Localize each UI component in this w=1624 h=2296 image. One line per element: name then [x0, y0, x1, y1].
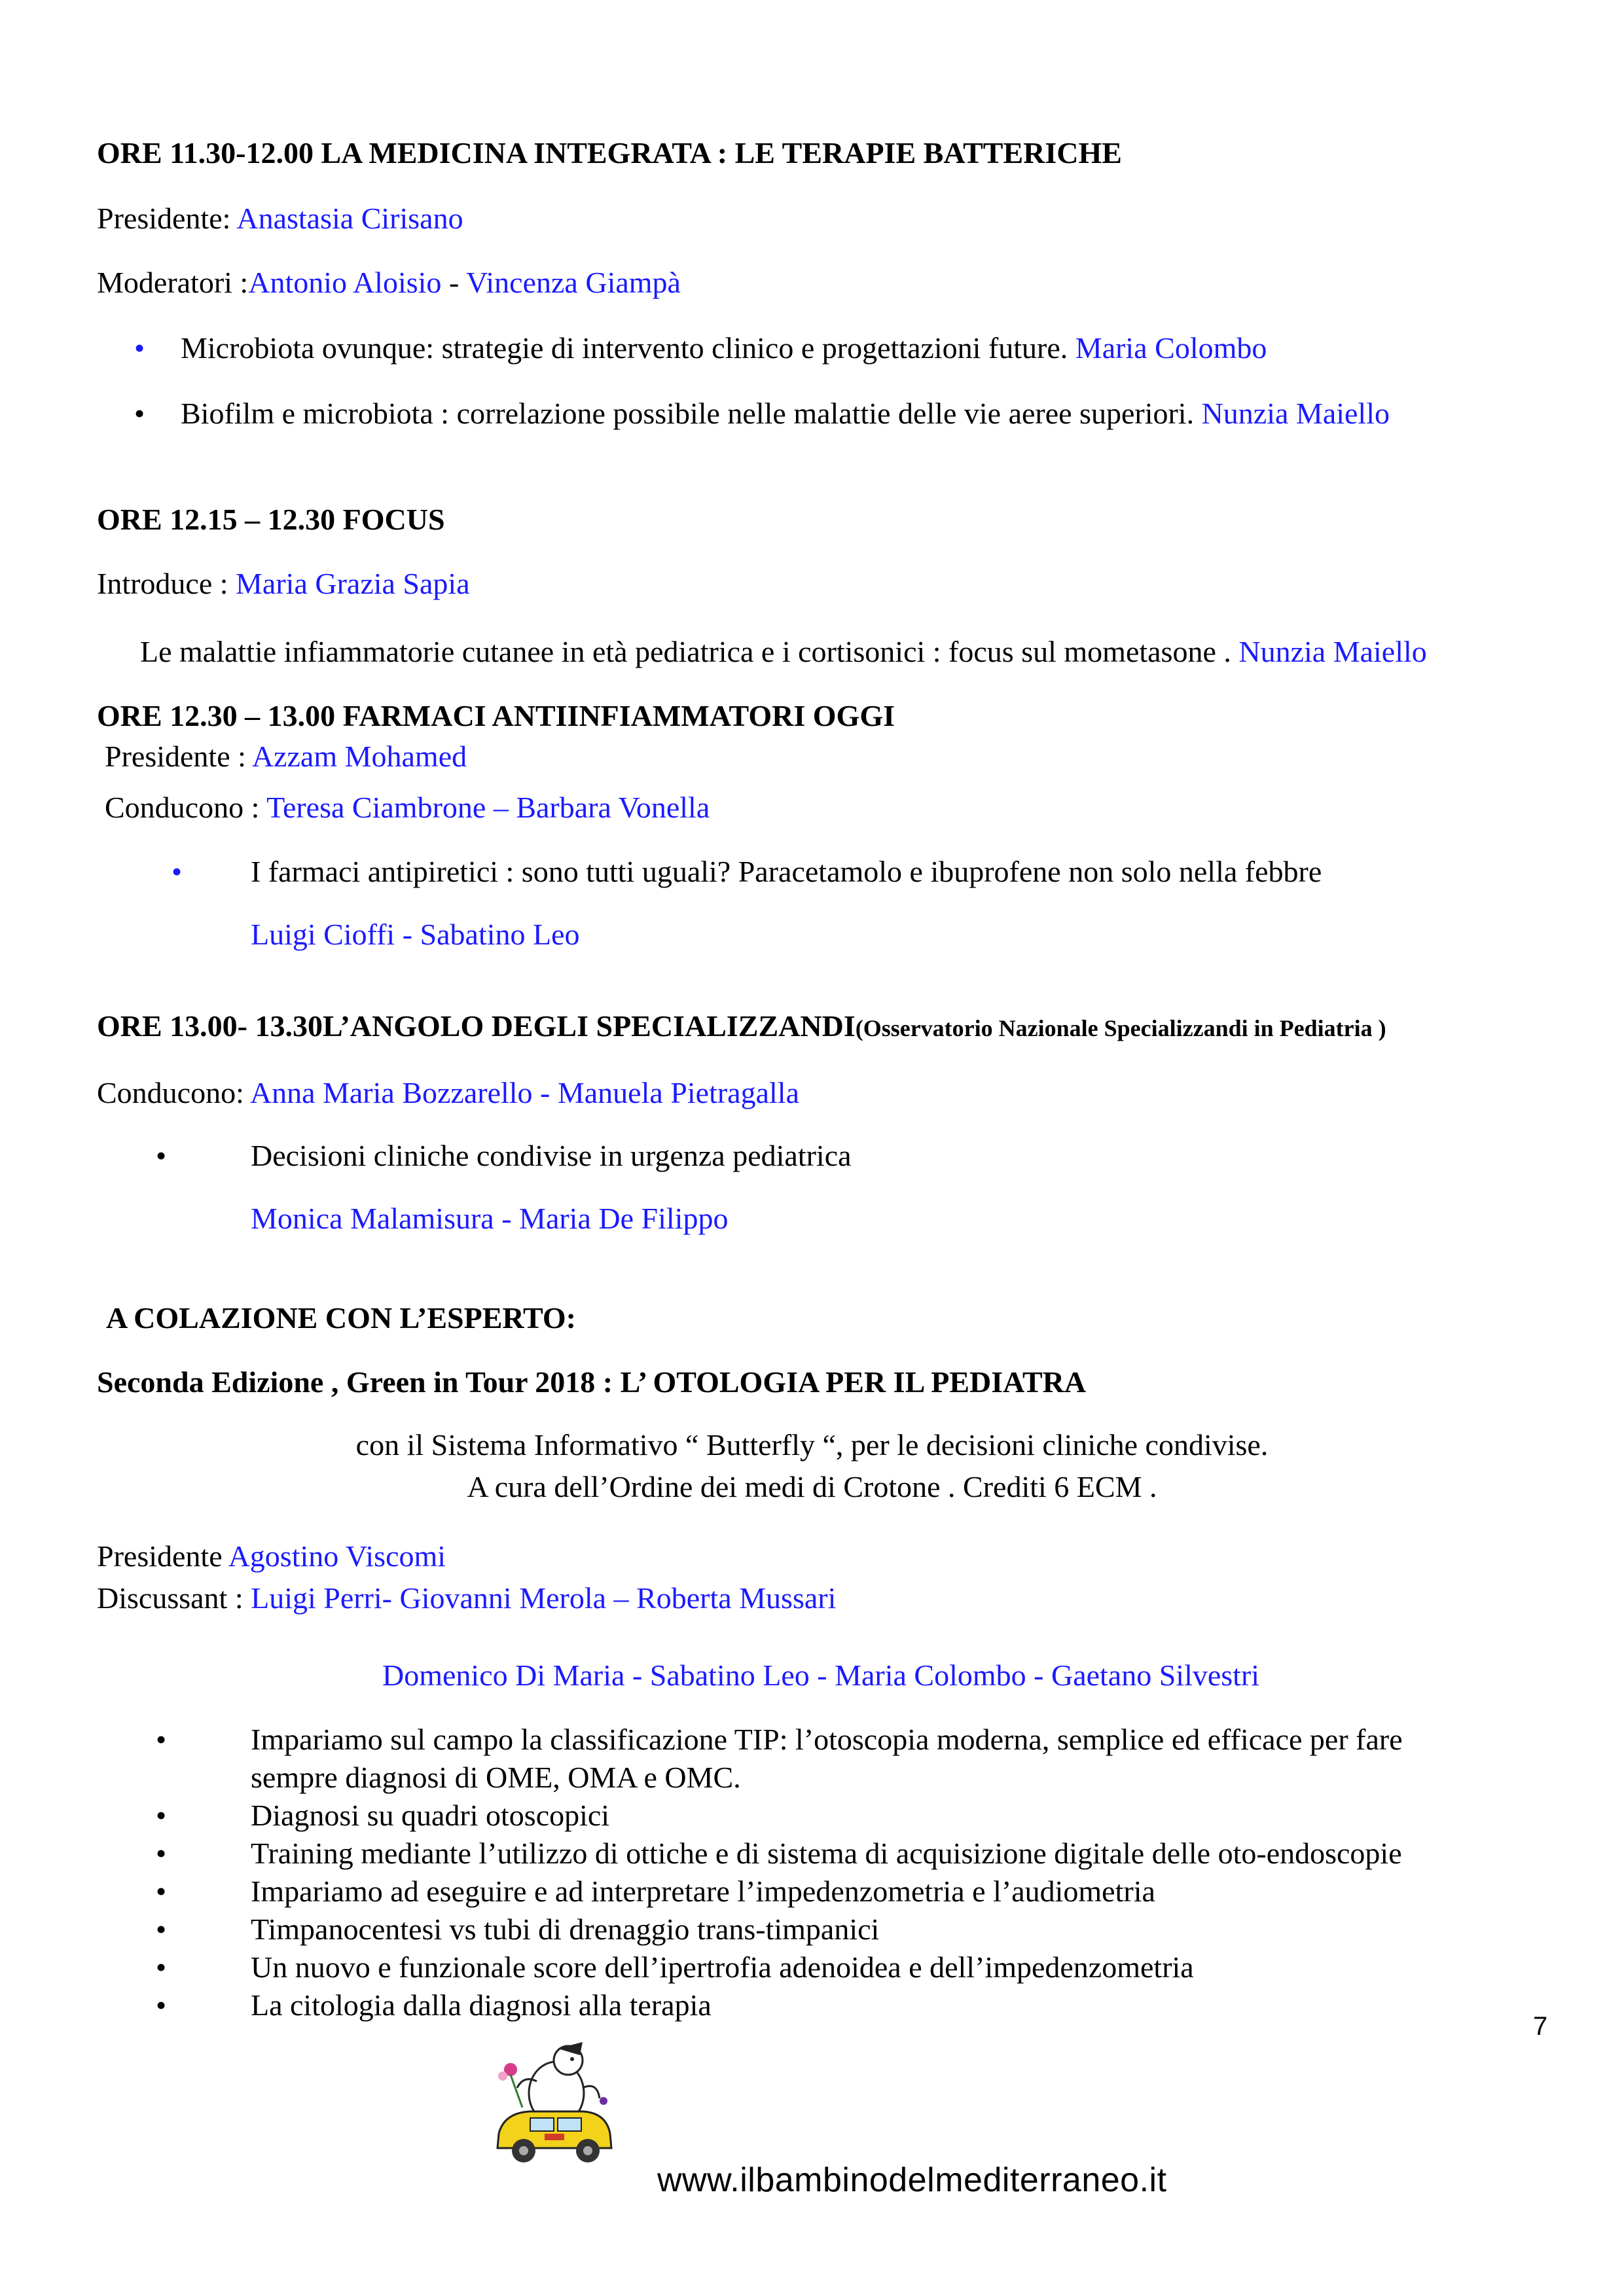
heading-note: (Osservatorio Nazionale Specializzandi in Pediatria )	[855, 1015, 1386, 1041]
president-line	[105, 738, 467, 774]
section-heading-medicina-integrata: ORE 11.30-12.00 LA MEDICINA INTEGRATA : LE TERAPIE BATTERICHE	[97, 136, 1122, 170]
conducono-line	[97, 1075, 799, 1111]
list-item-continuation: sempre diagnosi di OME, OMA e OMC.	[251, 1761, 741, 1794]
bullet-icon: •	[156, 1799, 167, 1832]
bullet-icon: •	[156, 1912, 167, 1946]
item-speaker: Nunzia Maiello	[1201, 397, 1390, 430]
program-item	[181, 330, 1267, 366]
list-item: Un nuovo e funzionale score dell’ipertrofia adenoidea e dell’impedenzometria	[251, 1950, 1194, 1984]
list-item: Timpanocentesi vs tubi di drenaggio trans-timpanici	[251, 1912, 880, 1946]
info-line: A cura dell’Ordine dei medi di Crotone . Crediti 6 ECM .	[467, 1470, 1157, 1503]
item-speakers: Luigi Cioffi - Sabatino Leo	[251, 918, 580, 951]
item-text: I farmaci antipiretici : sono tutti uguali? Paracetamolo e ibuprofene non solo nella febbre	[251, 855, 1322, 888]
item-speaker: Nunzia Maiello	[1238, 635, 1427, 668]
bullet-icon: •	[156, 1950, 167, 1984]
moderators-line	[97, 264, 681, 300]
president-name: Azzam Mohamed	[251, 740, 467, 773]
section-heading-colazione: A COLAZIONE CON L’ESPERTO:	[106, 1301, 576, 1335]
introduce-name: Maria Grazia Sapia	[236, 567, 470, 600]
bullet-icon: •	[156, 1874, 167, 1908]
item-text: Le malattie infiammatorie cutanee in età pediatrica e i cortisonici : focus sul mometasone .	[140, 635, 1239, 668]
info-line: con il Sistema Informativo “ Butterfly “, per le decisioni cliniche condivise.	[355, 1428, 1269, 1462]
mascot-logo	[484, 2036, 622, 2173]
bullet-icon: •	[134, 331, 145, 365]
president-label: Presidente:	[97, 202, 237, 235]
bullet-icon: •	[156, 1139, 167, 1172]
moderators-label: Moderatori :	[97, 266, 249, 299]
conducono-label: Conducono:	[97, 1076, 250, 1109]
president-line	[97, 1538, 446, 1574]
conducono-line	[105, 789, 710, 825]
list-item: Impariamo ad eseguire e ad interpretare l’impedenzometria e l’audiometria	[251, 1874, 1155, 1908]
discussant-label: Discussant :	[97, 1581, 251, 1615]
list-item: Impariamo sul campo la classificazione TIP: l’otoscopia moderna, semplice ed efficace per fare	[251, 1723, 1403, 1756]
bullet-icon: •	[156, 1988, 167, 2022]
bullet-icon: •	[156, 1723, 167, 1756]
heading-text: ORE 13.00- 13.30L’ANGOLO DEGLI SPECIALIZZANDI	[97, 1009, 856, 1043]
introduce-label: Introduce :	[97, 567, 236, 600]
section-heading-farmaci: ORE 12.30 – 13.00 FARMACI ANTIINFIAMMATORI OGGI	[97, 699, 895, 732]
website-url: www.ilbambinodelmediterraneo.it	[657, 2161, 1167, 2199]
program-item	[181, 395, 1390, 431]
introduce-line	[97, 565, 470, 601]
bullet-icon: •	[134, 397, 145, 430]
list-item: La citologia dalla diagnosi alla terapia	[251, 1988, 712, 2022]
section-heading-focus: ORE 12.15 – 12.30 FOCUS	[97, 503, 445, 536]
discussant-names: Luigi Perri- Giovanni Merola – Roberta Mussari	[251, 1581, 837, 1615]
moderator-name: Vincenza Giampà	[465, 266, 681, 299]
mascot-car-icon	[484, 2036, 622, 2173]
program-item	[140, 634, 1427, 670]
president-label: Presidente	[97, 1539, 228, 1573]
list-item: Diagnosi su quadri otoscopici	[251, 1799, 610, 1832]
conducono-label: Conducono :	[105, 791, 267, 824]
bullet-icon: •	[171, 855, 183, 888]
item-text: Decisioni cliniche condivise in urgenza pediatrica	[251, 1139, 852, 1172]
president-label: Presidente :	[105, 740, 252, 773]
section-subheading-otologia: Seconda Edizione , Green in Tour 2018 : L’ OTOLOGIA PER IL PEDIATRA	[97, 1365, 1087, 1399]
list-item: Training mediante l’utilizzo di ottiche e di sistema di acquisizione digitale delle oto-endoscopie	[251, 1837, 1402, 1870]
president-name: Anastasia Cirisano	[236, 202, 463, 235]
conducono-names: Anna Maria Bozzarello - Manuela Pietragalla	[249, 1076, 799, 1109]
moderator-name: Antonio Aloisio	[248, 266, 442, 299]
section-heading-specializzandi	[97, 1008, 1386, 1044]
president-name: Agostino Viscomi	[228, 1539, 446, 1573]
page-number: 7	[1533, 2012, 1548, 2041]
item-text: Biofilm e microbiota : correlazione possibile nelle malattie delle vie aeree superiori.	[181, 397, 1202, 430]
conducono-names: Teresa Ciambrone – Barbara Vonella	[266, 791, 710, 824]
bullet-icon: •	[156, 1837, 167, 1870]
item-text: Microbiota ovunque: strategie di intervento clinico e progettazioni future.	[181, 331, 1075, 365]
president-line	[97, 200, 463, 236]
moderator-separator: -	[441, 266, 466, 299]
item-speakers: Monica Malamisura - Maria De Filippo	[251, 1202, 729, 1235]
discussant-line	[97, 1580, 836, 1616]
speakers-line: Domenico Di Maria - Sabatino Leo - Maria Colombo - Gaetano Silvestri	[382, 1659, 1260, 1692]
item-speaker: Maria Colombo	[1075, 331, 1267, 365]
